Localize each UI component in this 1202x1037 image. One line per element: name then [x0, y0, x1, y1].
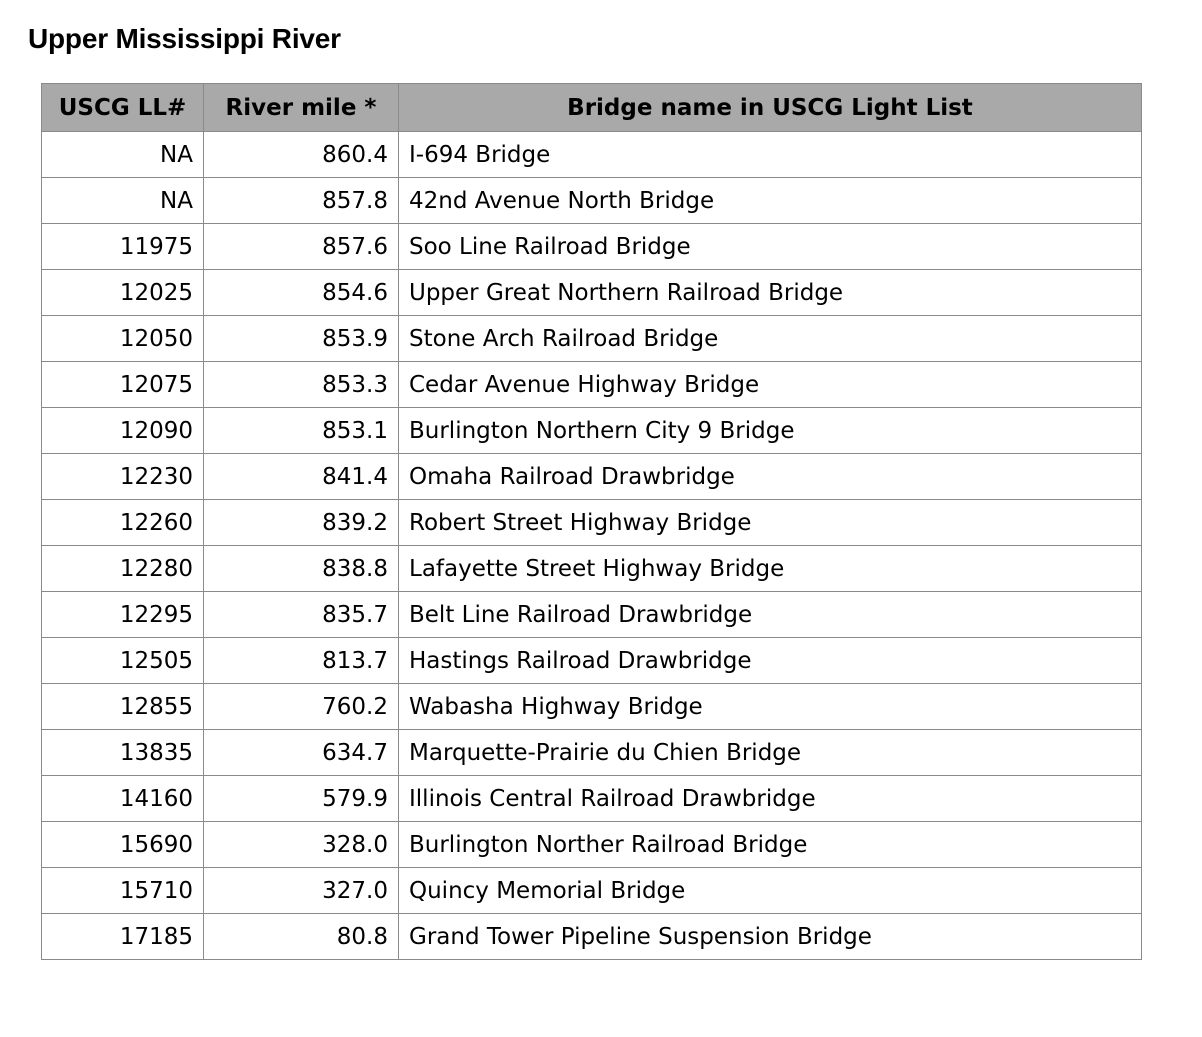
column-header-uscg-ll: USCG LL#: [42, 84, 204, 132]
river-mile-cell: 839.2: [204, 500, 399, 546]
bridge-table: [41, 83, 1142, 960]
uscg-ll-cell: 12505: [42, 638, 204, 684]
table-row: [42, 132, 1142, 178]
table-row: [42, 546, 1142, 592]
river-mile-cell: 80.8: [204, 914, 399, 960]
table-row: [42, 270, 1142, 316]
river-mile-cell: 835.7: [204, 592, 399, 638]
bridge-name-cell: Wabasha Highway Bridge: [399, 684, 1142, 730]
uscg-ll-cell: NA: [42, 178, 204, 224]
table-row: [42, 362, 1142, 408]
river-mile-cell: 853.1: [204, 408, 399, 454]
table-row: [42, 730, 1142, 776]
uscg-ll-cell: 12260: [42, 500, 204, 546]
bridge-name-cell: Omaha Railroad Drawbridge: [399, 454, 1142, 500]
uscg-ll-cell: 12090: [42, 408, 204, 454]
uscg-ll-cell: 11975: [42, 224, 204, 270]
table-body: [42, 132, 1142, 960]
uscg-ll-cell: 15710: [42, 868, 204, 914]
uscg-ll-cell: 12280: [42, 546, 204, 592]
uscg-ll-cell: 17185: [42, 914, 204, 960]
river-mile-cell: 813.7: [204, 638, 399, 684]
river-mile-cell: 853.3: [204, 362, 399, 408]
uscg-ll-cell: 12075: [42, 362, 204, 408]
table-row: [42, 316, 1142, 362]
table-row: [42, 822, 1142, 868]
river-mile-cell: 854.6: [204, 270, 399, 316]
table-row: [42, 178, 1142, 224]
uscg-ll-cell: 12295: [42, 592, 204, 638]
bridge-name-cell: Illinois Central Railroad Drawbridge: [399, 776, 1142, 822]
bridge-name-cell: Grand Tower Pipeline Suspension Bridge: [399, 914, 1142, 960]
table-row: [42, 500, 1142, 546]
bridge-name-cell: 42nd Avenue North Bridge: [399, 178, 1142, 224]
table-row: [42, 454, 1142, 500]
river-mile-cell: 760.2: [204, 684, 399, 730]
uscg-ll-cell: 14160: [42, 776, 204, 822]
river-mile-cell: 579.9: [204, 776, 399, 822]
bridge-name-cell: Upper Great Northern Railroad Bridge: [399, 270, 1142, 316]
bridge-name-cell: Quincy Memorial Bridge: [399, 868, 1142, 914]
bridge-name-cell: I-694 Bridge: [399, 132, 1142, 178]
column-header-river-mile: River mile *: [204, 84, 399, 132]
table-row: [42, 638, 1142, 684]
table-row: [42, 914, 1142, 960]
uscg-ll-cell: 15690: [42, 822, 204, 868]
river-mile-cell: 860.4: [204, 132, 399, 178]
uscg-ll-cell: 13835: [42, 730, 204, 776]
bridge-name-cell: Lafayette Street Highway Bridge: [399, 546, 1142, 592]
bridge-name-cell: Marquette-Prairie du Chien Bridge: [399, 730, 1142, 776]
table-row: [42, 408, 1142, 454]
table-row: [42, 868, 1142, 914]
uscg-ll-cell: 12050: [42, 316, 204, 362]
bridge-name-cell: Burlington Norther Railroad Bridge: [399, 822, 1142, 868]
river-mile-cell: 841.4: [204, 454, 399, 500]
table-row: [42, 592, 1142, 638]
river-mile-cell: 634.7: [204, 730, 399, 776]
bridge-name-cell: Soo Line Railroad Bridge: [399, 224, 1142, 270]
bridge-name-cell: Burlington Northern City 9 Bridge: [399, 408, 1142, 454]
river-mile-cell: 328.0: [204, 822, 399, 868]
bridge-name-cell: Hastings Railroad Drawbridge: [399, 638, 1142, 684]
page-title: Upper Mississippi River: [28, 23, 341, 54]
table-row: [42, 224, 1142, 270]
river-mile-cell: 838.8: [204, 546, 399, 592]
table-row: [42, 776, 1142, 822]
bridge-name-cell: Robert Street Highway Bridge: [399, 500, 1142, 546]
uscg-ll-cell: NA: [42, 132, 204, 178]
table-row: [42, 684, 1142, 730]
column-header-bridge-name: Bridge name in USCG Light List: [399, 84, 1142, 132]
uscg-ll-cell: 12855: [42, 684, 204, 730]
river-mile-cell: 327.0: [204, 868, 399, 914]
river-mile-cell: 857.8: [204, 178, 399, 224]
table-header-row: [42, 84, 1142, 132]
uscg-ll-cell: 12025: [42, 270, 204, 316]
uscg-ll-cell: 12230: [42, 454, 204, 500]
river-mile-cell: 857.6: [204, 224, 399, 270]
bridge-name-cell: Cedar Avenue Highway Bridge: [399, 362, 1142, 408]
river-mile-cell: 853.9: [204, 316, 399, 362]
bridge-name-cell: Belt Line Railroad Drawbridge: [399, 592, 1142, 638]
bridge-name-cell: Stone Arch Railroad Bridge: [399, 316, 1142, 362]
